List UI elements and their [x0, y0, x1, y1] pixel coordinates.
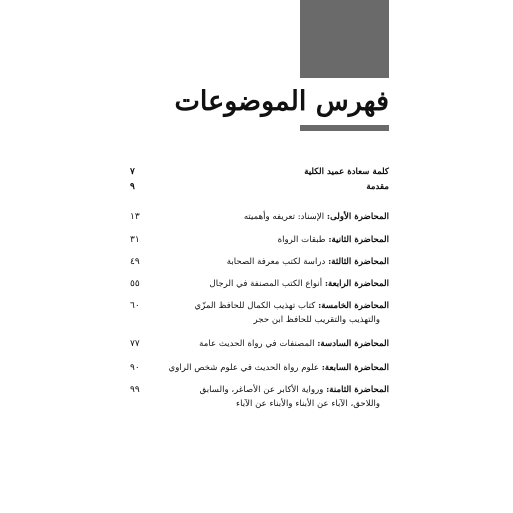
lecture-title: الإسناد: تعريفه وأهميته: [243, 212, 325, 222]
page-title: فهرس الموضوعات: [174, 86, 389, 117]
lecture-title: كتاب تهذيب الكمال للحافظ المزّي: [194, 301, 316, 311]
lecture-title: أنواع الكتب المصنفة في الرجال: [209, 279, 323, 289]
lecture-label: المحاضرة السادسة:: [317, 339, 389, 349]
toc-entry-title: كلمة سعادة عميد الكلية: [304, 167, 389, 177]
lecture-title: علوم رواة الحديث في علوم شخص الراوي: [168, 363, 319, 373]
toc-entry-text: [154, 361, 389, 375]
toc-entry-text: [154, 337, 389, 351]
lecture-title: طبقات الرواة: [277, 235, 326, 245]
lecture-title-continuation: واللاحق، الآباء عن الأبناء والأبناء عن الآباء: [236, 399, 380, 409]
toc-entry-text: [154, 233, 389, 247]
toc-entry-page: ٤٩: [130, 257, 140, 267]
toc-entry-text: [154, 299, 389, 327]
lecture-title: دراسة لكتب معرفة الصحابة: [226, 257, 326, 267]
toc-entry-page: ٩٩: [130, 385, 140, 395]
lecture-label: المحاضرة الثامنة:: [326, 385, 389, 395]
toc-entry-page: ٥٥: [130, 279, 140, 289]
toc-entry-text: [154, 383, 389, 411]
toc-entry-text: [154, 255, 389, 269]
toc-entry-page: ٧: [130, 167, 135, 177]
lecture-label: المحاضرة الرابعة:: [324, 279, 389, 289]
toc-entry-text: [154, 277, 389, 291]
toc-entry-page: ١٣: [130, 212, 140, 222]
toc-entry-page: ٣١: [130, 235, 140, 245]
lecture-label: المحاضرة الخامسة:: [318, 301, 389, 311]
toc-entry-title: مقدمة: [366, 182, 389, 192]
toc-entry-page: ٧٧: [130, 339, 140, 349]
toc-entry-page: ٩: [130, 182, 135, 192]
toc-entry-page: ٦٠: [130, 301, 140, 311]
lecture-title: ورواية الأكابر عن الأصاغر، والسابق: [199, 385, 324, 395]
lecture-label: المحاضرة الثانية:: [328, 235, 389, 245]
lecture-title: المصنفات في رواة الحديث عامة: [199, 339, 315, 349]
lecture-title-continuation: والتهذيب والتقريب للحافظ ابن حجر: [253, 315, 380, 325]
lecture-label: المحاضرة الثالثة:: [328, 257, 389, 267]
toc-entry-page: ٩٠: [130, 363, 140, 373]
toc-entry-text: [154, 210, 389, 224]
lecture-label: المحاضرة الأولى:: [326, 212, 389, 222]
lecture-label: المحاضرة السابعة:: [321, 363, 389, 373]
